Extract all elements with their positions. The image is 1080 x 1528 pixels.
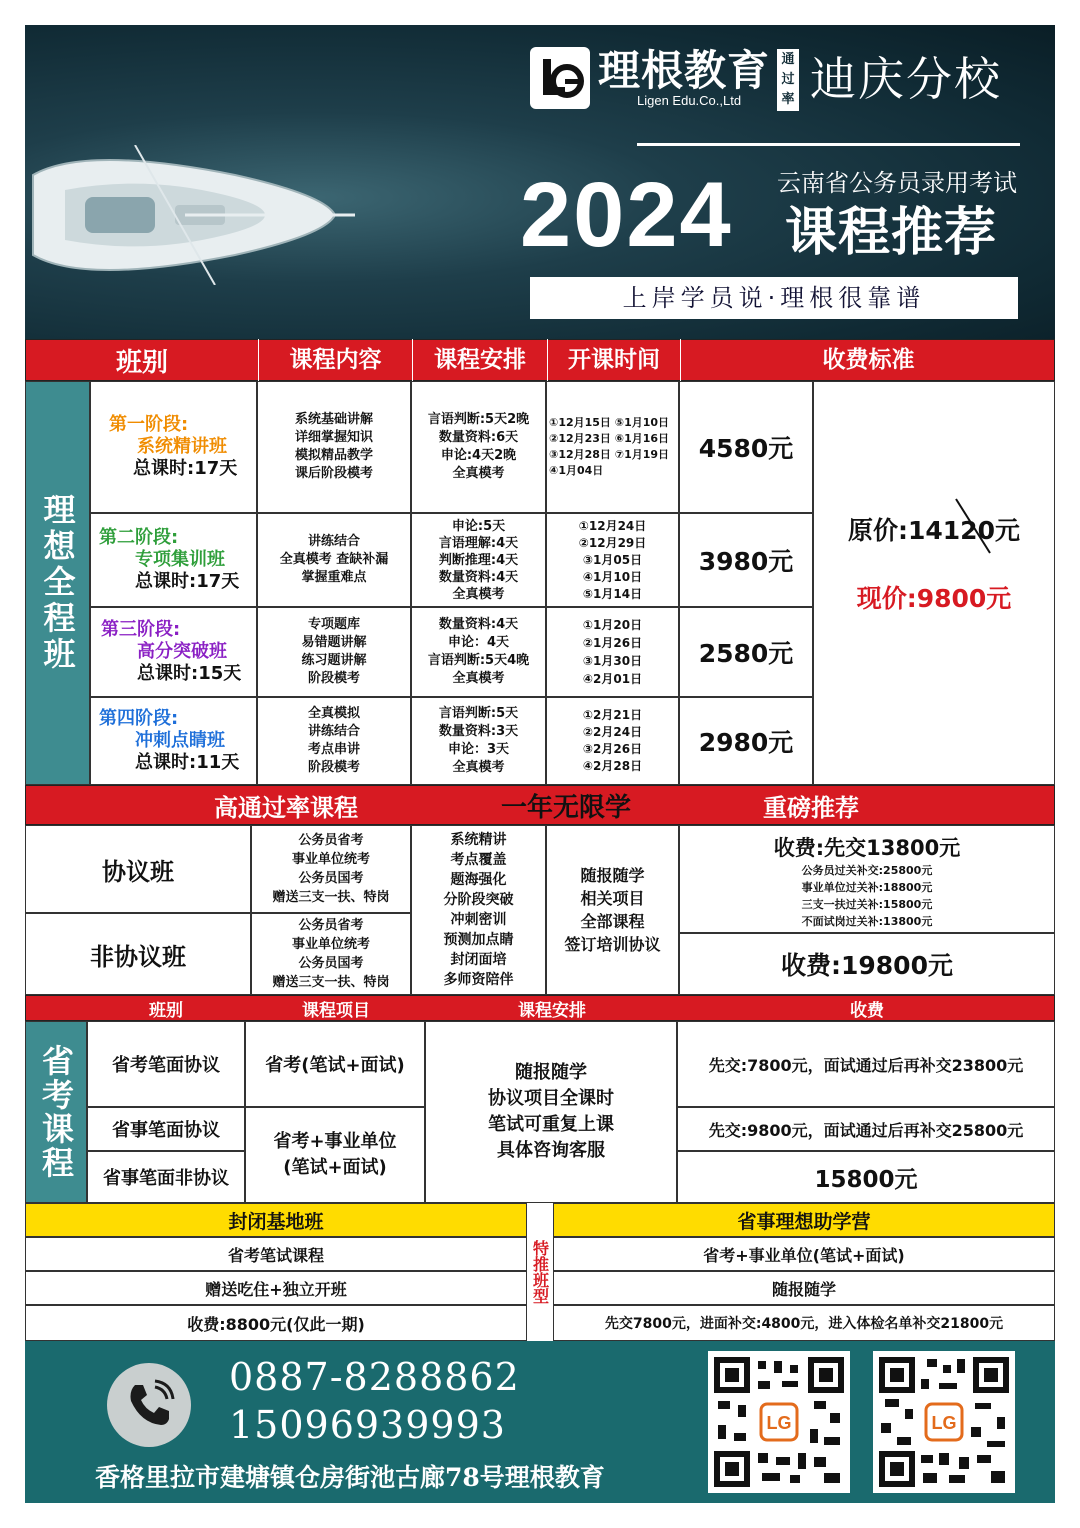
branch-name: 迪庆分校 <box>810 52 1002 106</box>
exam-title: 云南省公务员录用考试 <box>777 169 1017 197</box>
date-line: ①12月24日 <box>578 518 647 533</box>
header-divider <box>637 143 1020 146</box>
content-line: 赠送三支一扶、特岗 <box>272 890 390 905</box>
arrangement-line: 随报随学 <box>515 1062 587 1083</box>
stage-2-dates <box>546 513 679 607</box>
project-row-2 <box>245 1107 425 1203</box>
stage-3-name: 高分突破班 <box>137 641 227 662</box>
side-label-text: 理想全程班 <box>38 493 77 673</box>
fee-row-1: 先交:7800元，面试通过后再补交23800元 <box>677 1021 1055 1107</box>
feature-line: 分阶段突破 <box>443 892 514 908</box>
feature-line: 预测加点睛 <box>443 932 514 948</box>
table1-header <box>25 339 1055 381</box>
feature-line: 多师资陪伴 <box>443 972 514 988</box>
schedule-line: 申论：4天 <box>447 635 510 650</box>
content-line: 模拟精品教学 <box>294 448 373 463</box>
stage-4-content <box>257 697 411 785</box>
special-tag-text: 特推班型 <box>530 1240 550 1304</box>
header-fee: 收费标准 <box>680 339 1055 381</box>
year-text: 2024 <box>520 164 733 266</box>
date-line: ②12月23日 ⑥1月16日 <box>549 432 670 445</box>
pass-rate-tag: 通过率 <box>777 49 799 111</box>
date-line: ②12月29日 <box>578 535 647 550</box>
content-line: 易错题讲解 <box>301 635 367 650</box>
agreement-content <box>251 825 411 913</box>
sailboat-image <box>25 145 355 285</box>
fee-detail-line: 不面试岗过关补:13800元 <box>801 915 933 928</box>
full-course-table <box>25 339 1055 785</box>
date-line: ③1月05日 <box>582 552 643 567</box>
features-cell <box>411 825 546 995</box>
content-line: 讲练结合 <box>307 534 360 549</box>
content-line: 事业单位统考 <box>291 937 370 952</box>
content-line: 掌握重难点 <box>301 570 367 585</box>
poster <box>25 25 1055 1503</box>
ideal-camp-row: 先交7800元，进面补交:4800元，进入体检名单补交21800元 <box>553 1305 1055 1341</box>
table3-header <box>25 995 1055 1021</box>
header-project: 课程项目 <box>302 1000 370 1021</box>
content-line: 公务员国考 <box>298 956 364 971</box>
feature-line: 冲刺密训 <box>450 912 507 928</box>
side-label-text: 省考课程 <box>37 1044 75 1180</box>
schedule-line: 申论:4天2晚 <box>440 448 517 463</box>
content-line: 课后阶段模考 <box>294 466 373 481</box>
stage-2-schedule <box>411 513 546 607</box>
date-line: ④1月04日 <box>549 464 604 477</box>
stage-3-label: 第三阶段: <box>101 619 181 640</box>
non-agreement-content <box>251 913 411 995</box>
schedule-line: 数量资料:6天 <box>438 430 519 445</box>
content-line: 详细掌握知识 <box>294 430 373 445</box>
content-line: 阶段模考 <box>307 760 360 775</box>
content-line: 讲练结合 <box>307 724 360 739</box>
date-line: ④2月01日 <box>582 672 643 686</box>
header-high-pass: 高通过率课程 <box>214 793 358 822</box>
content-line: 考点串讲 <box>307 742 360 757</box>
header-arrangement: 课程安排 <box>518 1000 586 1021</box>
follow-line: 随报随学 <box>580 866 645 885</box>
schedule-line: 言语理解:4天 <box>438 535 519 551</box>
svg-text:LG: LG <box>766 1413 792 1433</box>
stage-4-label: 第四阶段: <box>99 708 179 729</box>
slogan-banner: 上岸学员说·理根很靠谱 <box>530 277 1018 319</box>
content-line: 全真模考 查缺补漏 <box>279 552 389 567</box>
fee-row-3: 15800元 <box>677 1151 1055 1203</box>
schedule-line: 全真模考 <box>452 466 505 481</box>
content-line: 练习题讲解 <box>301 653 367 668</box>
date-line: ④2月28日 <box>582 759 643 773</box>
stage-2-total: 总课时:17天 <box>135 571 240 592</box>
arrangement-line: 协议项目全课时 <box>488 1088 614 1109</box>
schedule-line: 全真模考 <box>452 671 505 686</box>
original-price <box>848 511 1020 547</box>
content-line: 系统基础讲解 <box>294 412 373 427</box>
agreement-class-name: 协议班 <box>25 825 251 913</box>
date-line: ⑤1月14日 <box>582 586 643 601</box>
feature-line: 封闭面培 <box>450 952 507 968</box>
project-line: (笔试+面试) <box>283 1157 387 1178</box>
schedule-line: 全真模考 <box>452 760 505 775</box>
content-line: 专项题库 <box>307 617 360 632</box>
schedule-line: 数量资料:4天 <box>438 569 519 585</box>
date-line: ③12月28日 ⑦1月19日 <box>549 448 670 461</box>
class-row-2: 省事笔面协议 <box>87 1107 245 1151</box>
table2-header <box>25 785 1055 825</box>
original-price-value: 14120元 <box>908 516 1020 545</box>
content-line: 公务员国考 <box>298 871 364 886</box>
stage-3-cell <box>90 607 257 697</box>
stage-2-cell <box>90 513 257 607</box>
feature-line: 考点覆盖 <box>450 852 507 868</box>
content-line: 公务员省考 <box>298 833 364 848</box>
stage-4-schedule <box>411 697 546 785</box>
brand-english-name: Ligen Edu.Co.,Ltd <box>637 93 742 108</box>
header-fee: 收费 <box>850 1000 884 1021</box>
stage-2-content <box>257 513 411 607</box>
ideal-camp-row: 省考+事业单位(笔试+面试) <box>553 1237 1055 1271</box>
arrangement-line: 笔试可重复上课 <box>488 1114 614 1135</box>
high-pass-course-table <box>25 785 1055 995</box>
provincial-side-label <box>25 1021 87 1203</box>
content-line: 阶段模考 <box>307 671 360 686</box>
date-line: ③1月30日 <box>582 654 643 668</box>
arrangement-cell <box>425 1021 677 1203</box>
follow-cell <box>546 825 679 995</box>
date-line: ④1月10日 <box>582 569 643 584</box>
fee-detail-line: 三支一扶过关补:15800元 <box>801 898 933 911</box>
stage-2-label: 第二阶段: <box>99 527 179 548</box>
original-price-label: 原价: <box>848 516 908 545</box>
schedule-line: 判断推理:4天 <box>438 552 519 568</box>
stage-3-total: 总课时:15天 <box>137 663 242 684</box>
svg-text:LG: LG <box>931 1413 957 1433</box>
schedule-line: 全真模考 <box>452 586 505 602</box>
schedule-line: 申论:5天 <box>451 518 506 534</box>
brand-logo-icon <box>530 47 590 109</box>
stage-3-price: 2580元 <box>679 607 813 697</box>
phone-icon <box>107 1363 191 1447</box>
arrangement-line: 具体咨询客服 <box>497 1140 605 1161</box>
stage-3-content <box>257 607 411 697</box>
current-price: 现价:9800元 <box>856 584 1012 613</box>
strike-mark-icon <box>948 497 998 557</box>
phone-number-2[interactable]: 15096939993 <box>229 1403 506 1447</box>
date-line: ①1月20日 <box>582 618 643 632</box>
fee-row-2: 先交:9800元，面试通过后再补交25800元 <box>677 1107 1055 1151</box>
stage-3-dates <box>546 607 679 697</box>
header-start-date: 开课时间 <box>547 339 680 381</box>
contact-footer <box>25 1341 1055 1503</box>
fee-detail-line: 公务员过关补交:25800元 <box>801 864 933 877</box>
ideal-course-side-label <box>25 381 90 785</box>
stage-4-name: 冲刺点睛班 <box>135 730 225 751</box>
provincial-course-table <box>25 995 1055 1203</box>
agreement-fee-title: 收费:先交13800元 <box>773 836 961 860</box>
project-line: 省考+事业单位 <box>273 1131 397 1152</box>
closed-base-row: 省考笔试课程 <box>25 1237 527 1271</box>
content-line: 公务员省考 <box>298 918 364 933</box>
stage-1-price: 4580元 <box>679 381 813 513</box>
non-agreement-fee: 收费:19800元 <box>679 933 1055 995</box>
stage-1-cell <box>90 381 257 513</box>
schedule-line: 数量资料:3天 <box>438 724 519 739</box>
stage-1-total: 总课时:17天 <box>133 458 238 479</box>
agreement-fee-cell <box>679 825 1055 933</box>
content-line: 赠送三支一扶、特岗 <box>272 975 390 990</box>
header-recommend: 重磅推荐 <box>763 793 859 822</box>
header-class: 班别 <box>149 1000 183 1021</box>
date-line: ③2月26日 <box>582 742 643 756</box>
header-banner <box>25 25 1055 339</box>
feature-line: 题海强化 <box>450 872 507 888</box>
qr-code-icon[interactable] <box>873 1351 1015 1493</box>
schedule-line: 申论：3天 <box>447 742 510 757</box>
stage-2-price: 3980元 <box>679 513 813 607</box>
date-line: ①12月15日 ⑤1月10日 <box>549 416 670 429</box>
closed-base-row: 赠送吃住+独立开班 <box>25 1271 527 1305</box>
schedule-line: 数量资料:4天 <box>438 617 519 632</box>
stage-1-name: 系统精讲班 <box>137 436 227 457</box>
header-content: 课程内容 <box>258 339 412 381</box>
follow-line: 签订培训协议 <box>564 935 661 954</box>
qr-code-icon[interactable] <box>708 1351 850 1493</box>
total-price-cell <box>813 381 1055 785</box>
closed-base-row: 收费:8800元(仅此一期) <box>25 1305 527 1341</box>
ideal-camp-title: 省事理想助学营 <box>553 1203 1055 1237</box>
follow-line: 相关项目 <box>580 889 645 908</box>
project-row-1: 省考(笔试+面试) <box>245 1021 425 1107</box>
special-tag <box>527 1203 553 1341</box>
phone-number-1[interactable]: 0887-8288862 <box>229 1355 520 1399</box>
stage-3-schedule <box>411 607 546 697</box>
header-class: 班别 <box>115 347 168 378</box>
follow-line: 全部课程 <box>580 912 645 931</box>
stage-1-dates <box>546 381 679 513</box>
date-line: ②1月26日 <box>582 636 643 650</box>
class-row-3: 省事笔面非协议 <box>87 1151 245 1203</box>
address: 香格里拉市建塘镇仓房街池古廊78号理根教育 <box>95 1463 605 1492</box>
schedule-line: 言语判断:5天4晚 <box>427 653 530 668</box>
stage-2-name: 专项集训班 <box>135 549 225 570</box>
header-schedule: 课程安排 <box>412 339 547 381</box>
brand-name: 理根教育 <box>598 46 771 95</box>
stage-1-schedule <box>411 381 546 513</box>
feature-line: 系统精讲 <box>450 832 507 848</box>
ideal-camp-row: 随报随学 <box>553 1271 1055 1305</box>
closed-base-title: 封闭基地班 <box>25 1203 527 1237</box>
header-unlimited: 一年无限学 <box>500 792 631 823</box>
stage-1-content <box>257 381 411 513</box>
class-row-1: 省考笔面协议 <box>87 1021 245 1107</box>
stage-1-label: 第一阶段: <box>109 414 189 435</box>
stage-4-cell <box>90 697 257 785</box>
schedule-line: 言语判断:5天 <box>438 706 519 721</box>
date-line: ②2月24日 <box>582 725 643 739</box>
stage-4-dates <box>546 697 679 785</box>
special-course-section <box>25 1203 1055 1341</box>
content-line: 全真模拟 <box>307 706 360 721</box>
stage-4-price: 2980元 <box>679 697 813 785</box>
date-line: ①2月21日 <box>582 708 643 722</box>
content-line: 事业单位统考 <box>291 852 370 867</box>
course-title: 课程推荐 <box>785 203 998 263</box>
schedule-line: 言语判断:5天2晚 <box>427 412 530 427</box>
fee-detail-line: 事业单位过关补:18800元 <box>801 881 933 894</box>
non-agreement-class-name: 非协议班 <box>25 913 251 995</box>
stage-4-total: 总课时:11天 <box>135 752 240 773</box>
